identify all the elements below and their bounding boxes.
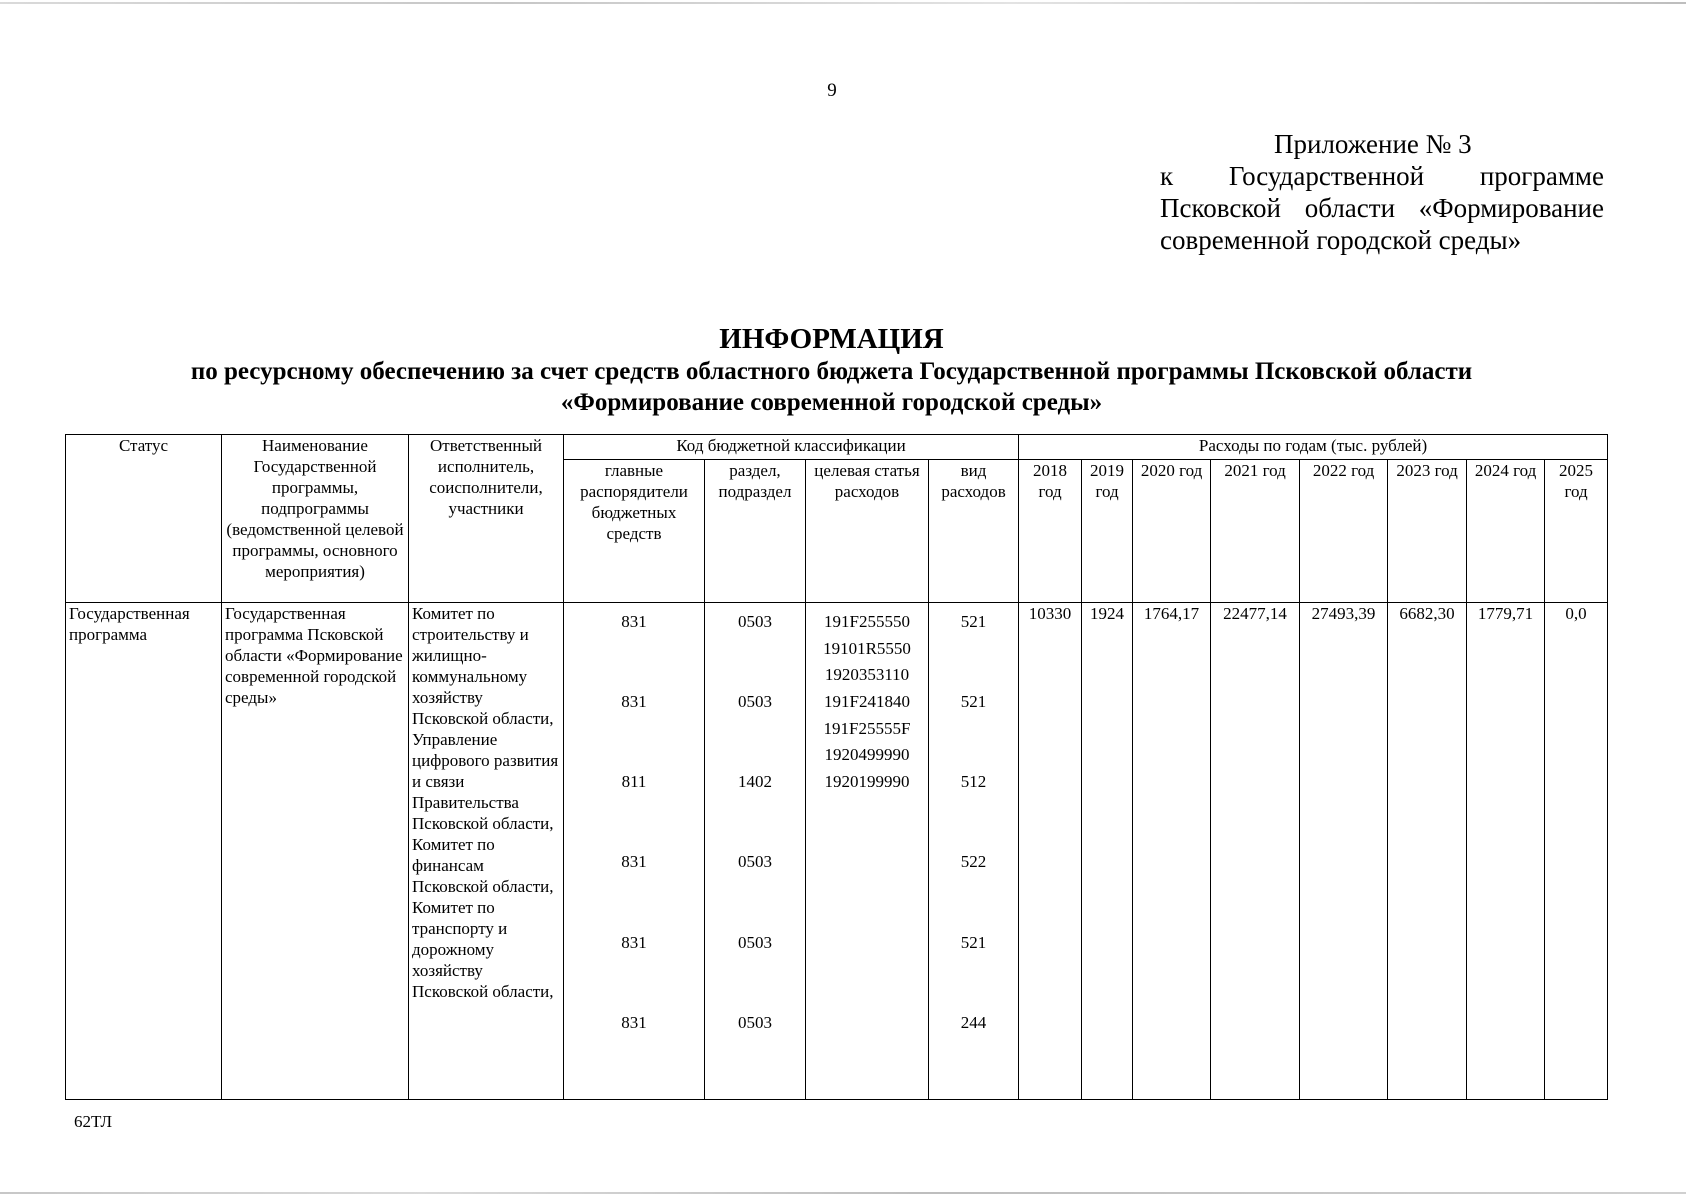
cell-2025-value: 0,0 [1545, 603, 1608, 1100]
cell-2023-value: 6682,30 [1388, 603, 1467, 1100]
header-year-2018: 2018 год [1019, 460, 1082, 603]
cell-2024-value: 1779,71 [1467, 603, 1545, 1100]
grbs-value: 831 [621, 692, 647, 711]
grbs-value: 831 [621, 612, 647, 631]
expense-type-value: 521 [960, 933, 987, 952]
grbs-value: 831 [621, 852, 647, 871]
document-title [64, 322, 1599, 418]
cell-responsible: Комитет по строительству и жилищно-коммунальному хозяйству Псковской области, Управление цифрового развития и связи Правительства Псковской области, Комитет по финансам Псковской области, Комитет по транспорту и дорожному хозяйству Псковской области, [409, 603, 564, 1100]
expense-type-value: 512 [960, 772, 987, 791]
appendix-line-1: Приложение № 3 [1274, 129, 1472, 159]
expense-type-value: 244 [960, 1013, 987, 1032]
cell-target [806, 603, 929, 1100]
header-name: Наименование Государственной программы, подпрограммы (ведомственной целевой программы, основного мероприятия) [222, 435, 409, 603]
target-value: 191F255550 [824, 612, 910, 631]
title-sub-2: «Формирование современной городской среды» [560, 389, 1103, 416]
appendix-note [1160, 128, 1604, 256]
header-grbs: главные распорядители бюджетных средств [564, 460, 705, 603]
section-value: 0503 [738, 1013, 772, 1032]
expense-type-value: 521 [960, 612, 987, 631]
header-year-2023: 2023 год [1388, 460, 1467, 603]
header-expenses: Расходы по годам (тыс. рублей) [1019, 435, 1608, 460]
cell-2021-value: 22477,14 [1211, 603, 1300, 1100]
target-value: 1920353110 [824, 665, 910, 684]
header-year-2022: 2022 год [1300, 460, 1388, 603]
section-value: 0503 [738, 612, 772, 631]
header-year-2025: 2025 год [1545, 460, 1608, 603]
scan-edge-top [0, 2, 1686, 4]
cell-status: Государственная программа [66, 603, 222, 1100]
header-target: целевая статья расходов [806, 460, 929, 603]
header-section: раздел, подраздел [705, 460, 806, 603]
appendix-line-2: к Государственной программе [1160, 161, 1604, 191]
cell-section [705, 603, 806, 1100]
footer-code: 62ТЛ [74, 1112, 113, 1131]
appendix-line-3: Псковской области «Формирование [1160, 193, 1604, 223]
table-row [66, 603, 1608, 1100]
header-year-2024: 2024 год [1467, 460, 1545, 603]
grbs-value: 831 [621, 933, 647, 952]
target-value: 191F25555F [823, 719, 911, 738]
expense-type-value: 522 [960, 852, 987, 871]
target-value: 19101R5550 [823, 639, 911, 658]
scan-edge-bottom [0, 1192, 1686, 1194]
expense-type-value: 521 [960, 692, 987, 711]
cell-2020-value: 1764,17 [1133, 603, 1211, 1100]
title-main: ИНФОРМАЦИЯ [719, 323, 944, 355]
target-value: 1920499990 [824, 745, 910, 764]
section-value: 0503 [738, 933, 772, 952]
header-status: Статус [66, 435, 222, 603]
appendix-line-4: современной городской среды» [1160, 225, 1522, 255]
header-budget-code: Код бюджетной классификации [564, 435, 1019, 460]
cell-program-name: Государственная программа Псковской области «Формирование современной городской среды» [222, 603, 409, 1100]
header-year-2019: 2019 год [1082, 460, 1133, 603]
cell-2018-value: 10330 [1019, 603, 1082, 1100]
header-responsible: Ответственный исполнитель, соисполнители, участники [409, 435, 564, 603]
cell-expense-type [929, 603, 1019, 1100]
header-year-2021: 2021 год [1211, 460, 1300, 603]
target-value: 191F241840 [824, 692, 910, 711]
resource-table [65, 434, 1608, 1100]
section-value: 0503 [738, 692, 772, 711]
cell-grbs [564, 603, 705, 1100]
section-value: 1402 [738, 772, 772, 791]
cell-2019-value: 1924 [1082, 603, 1133, 1100]
section-value: 0503 [738, 852, 772, 871]
grbs-value: 811 [621, 772, 647, 791]
grbs-value: 831 [621, 1013, 647, 1032]
header-expense-type: вид расходов [929, 460, 1019, 603]
page-number: 9 [827, 80, 837, 101]
cell-2022-value: 27493,39 [1300, 603, 1388, 1100]
header-year-2020: 2020 год [1133, 460, 1211, 603]
target-value: 1920199990 [824, 772, 910, 791]
title-sub-1: по ресурсному обеспечению за счет средств областного бюджета Государственной программы Псковской области [190, 358, 1473, 385]
